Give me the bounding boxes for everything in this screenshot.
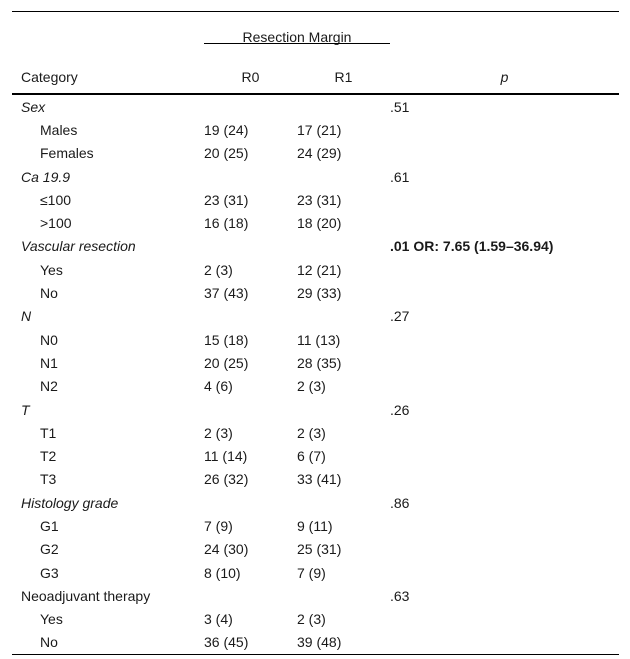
category-label: N0 [40,331,58,348]
category-label: N2 [40,378,58,395]
p-value [390,444,619,467]
table-row [12,421,619,444]
r1-value: 24 (29) [297,145,342,162]
r0-value [204,584,297,607]
r0-value: 16 (18) [204,215,249,232]
category-label: G3 [40,564,59,581]
r1-value: 23 (31) [297,191,342,208]
p-value [390,375,619,398]
table-row [12,258,619,281]
r0-value [204,491,297,514]
r1-value: 7 (9) [297,564,326,581]
category-label: T1 [40,424,57,441]
category-label: G2 [40,541,59,558]
category-label: Females [40,145,94,162]
r0-value: 23 (31) [204,191,249,208]
r0-value [204,94,297,118]
r0-value: 2 (3) [204,424,233,441]
r1-value [297,165,390,188]
r1-value: 17 (21) [297,121,342,138]
r0-value: 26 (32) [204,471,249,488]
category-label: Yes [40,261,63,278]
r1-value: 2 (3) [297,611,326,628]
table-group-row [12,305,619,328]
r1-value [297,305,390,328]
category-label: T2 [40,448,57,465]
table-group-row [12,235,619,258]
r1-column-header: R1 [297,53,390,94]
p-value: .63 [390,587,410,604]
r1-value: 11 (13) [297,331,341,348]
r1-value [297,398,390,421]
p-value [390,468,619,491]
group-label: Neoadjuvant therapy [21,587,151,604]
r0-value: 15 (18) [204,331,249,348]
p-value [390,211,619,234]
p-value [390,561,619,584]
category-label: Males [40,121,78,138]
table-row [12,538,619,561]
group-label: Ca 19.9 [21,168,71,185]
p-value [390,258,619,281]
resection-margin-rule [204,43,390,44]
category-label: ≤100 [40,191,72,208]
table-row [12,118,619,141]
r1-value: 29 (33) [297,285,342,302]
p-value [390,118,619,141]
category-label: >100 [40,215,72,232]
header-group-row [12,12,619,54]
table-row [12,468,619,491]
r1-value: 2 (3) [297,424,326,441]
r0-value: 19 (24) [204,121,249,138]
p-value: .26 [390,401,410,418]
table-group-row [12,491,619,514]
r0-value: 8 (10) [204,564,241,581]
r0-value [204,235,297,258]
group-label: Histology grade [21,494,119,511]
p-value [390,142,619,165]
r1-value [297,235,390,258]
resection-margin-heading: Resection Margin [242,29,352,45]
r0-value: 4 (6) [204,378,233,395]
r1-value: 39 (48) [297,631,390,655]
r0-value: 20 (25) [204,354,249,371]
p-column-header: p [390,53,619,94]
r0-value: 11 (14) [204,448,248,465]
category-column-header: Category [12,53,204,94]
r1-value [297,584,390,607]
r0-value [204,398,297,421]
p-value [390,421,619,444]
group-label: Sex [21,98,46,115]
p-value [390,328,619,351]
r0-value [204,165,297,188]
p-value [390,608,619,631]
table-row [12,351,619,374]
p-value: .61 [390,168,410,185]
category-label: G1 [40,517,59,534]
r1-value: 12 (21) [297,261,342,278]
r1-value: 2 (3) [297,378,326,395]
category-label: No [12,631,204,655]
r0-value [204,305,297,328]
p-value [390,538,619,561]
r1-value: 28 (35) [297,354,342,371]
group-label: Vascular resection [21,238,136,255]
header-columns-row [12,53,619,94]
category-label: T3 [40,471,57,488]
r0-value: 3 (4) [204,611,233,628]
r0-value: 20 (25) [204,145,249,162]
r0-value: 2 (3) [204,261,233,278]
table-row [12,444,619,467]
r0-value: 7 (9) [204,517,233,534]
r1-value: 25 (31) [297,541,342,558]
table-group-row [12,165,619,188]
p-value: .01 OR: 7.65 (1.59–36.94) [390,238,554,255]
r1-value: 18 (20) [297,215,342,232]
p-value [390,514,619,537]
table-row [12,375,619,398]
table-row [12,281,619,304]
r0-value: 36 (45) [204,631,297,655]
table-row [12,608,619,631]
table-body [12,94,619,655]
r0-value: 24 (30) [204,541,249,558]
r0-value: 37 (43) [204,285,249,302]
category-label: No [40,285,58,302]
p-value [390,281,619,304]
table-row [12,514,619,537]
table-row [12,631,619,655]
r1-value [297,491,390,514]
table-row [12,328,619,351]
table-header [12,12,619,95]
r1-value: 33 (41) [297,471,342,488]
p-value: .86 [390,494,410,511]
group-label: N [21,308,32,325]
table-row [12,188,619,211]
category-label: N1 [40,354,58,371]
r0-column-header: R0 [204,53,297,94]
p-value [390,188,619,211]
table-row [12,561,619,584]
p-value: .51 [390,98,410,115]
table-group-row [12,398,619,421]
resection-margin-table [12,11,619,655]
p-value: .27 [390,308,410,325]
r1-value [297,94,390,118]
table-group-row [12,94,619,118]
category-label: Yes [40,611,63,628]
group-label: T [21,401,30,418]
table-row [12,211,619,234]
table-group-row [12,584,619,607]
r1-value: 6 (7) [297,448,326,465]
table-row [12,142,619,165]
p-value [390,351,619,374]
p-value [390,631,619,655]
r1-value: 9 (11) [297,517,333,534]
